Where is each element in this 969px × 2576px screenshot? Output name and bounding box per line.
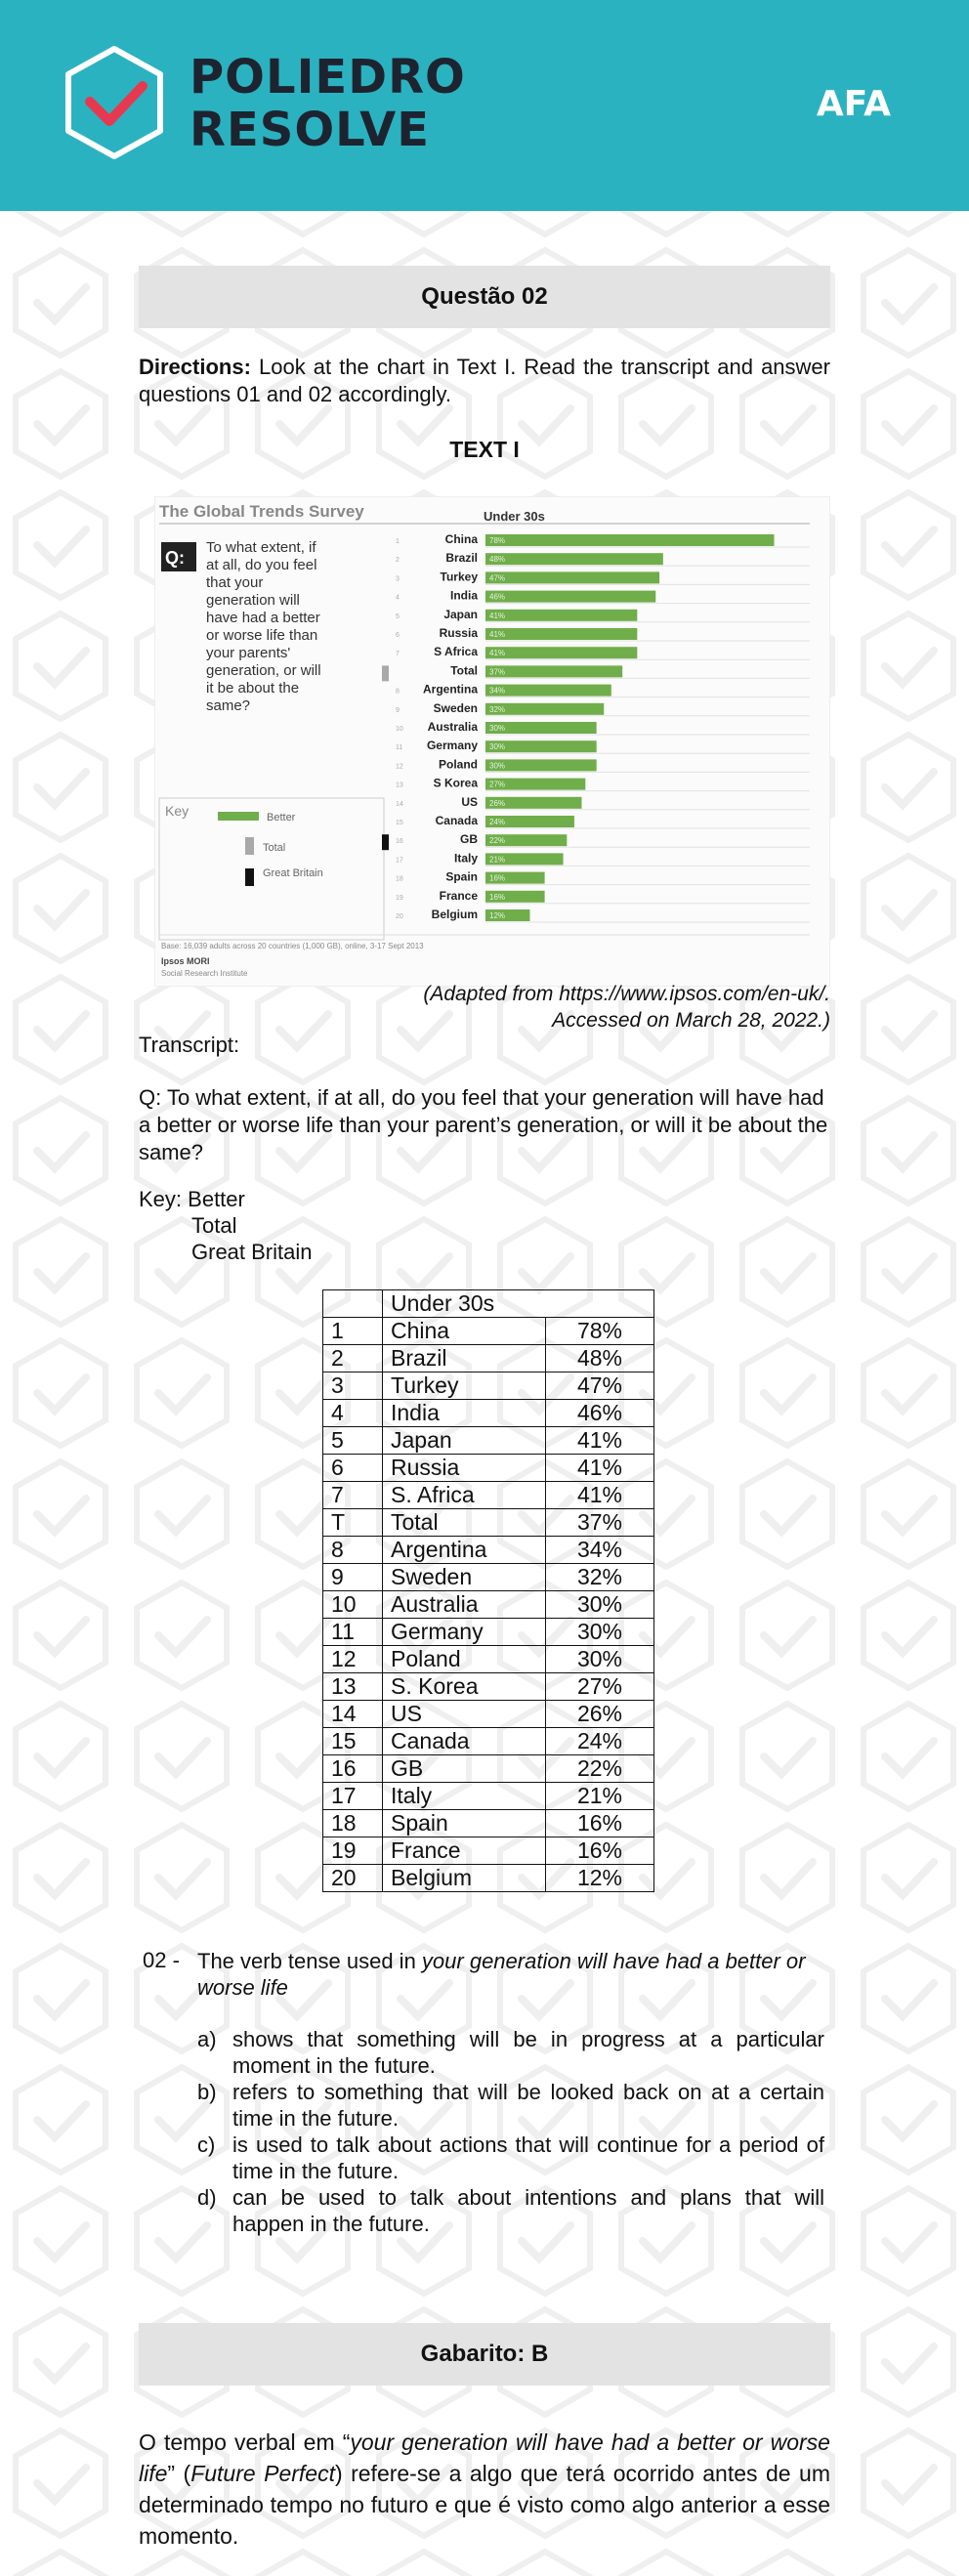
brand-logo-text (190, 51, 466, 156)
chart-figure (154, 496, 830, 987)
table-row (323, 1810, 654, 1837)
table-cell-rank: 8 (323, 1537, 383, 1564)
table-cell-percent: 47% (546, 1372, 654, 1400)
brand-line-2: RESOLVE (190, 103, 431, 157)
chart-bar-value-label: 30% (489, 761, 506, 771)
table-cell-percent: 48% (546, 1345, 654, 1372)
table-cell-rank: 6 (323, 1455, 383, 1482)
table-cell-country: S. Korea (383, 1673, 546, 1701)
chart-question-line: have had a better (206, 610, 320, 626)
table-cell-percent: 34% (546, 1537, 654, 1564)
chart-rank-label: 9 (396, 706, 400, 714)
table-cell-country: China (383, 1318, 546, 1345)
table-cell-percent: 37% (546, 1509, 654, 1537)
table-row (323, 1728, 654, 1755)
data-table (322, 1289, 654, 1892)
table-cell-rank: 19 (323, 1837, 383, 1865)
table-cell-country: Sweden (383, 1564, 546, 1591)
chart-key-title: Key (165, 803, 190, 819)
table-cell-percent: 30% (546, 1619, 654, 1646)
directions-paragraph (139, 354, 830, 408)
source-citation (139, 981, 830, 1034)
question-stem (197, 1948, 828, 2001)
brand-line-1: POLIEDRO (190, 50, 466, 105)
table-cell-percent: 27% (546, 1673, 654, 1701)
chart-category-label: Turkey (440, 570, 478, 584)
chart-category-label: Poland (438, 757, 478, 772)
chart-rank-label: 12 (396, 763, 403, 771)
chart-gb-marker (382, 834, 389, 850)
table-cell-country: France (383, 1837, 546, 1865)
table-row (323, 1345, 654, 1372)
table-cell-percent: 26% (546, 1701, 654, 1728)
key-item-gb: Great Britain (191, 1240, 313, 1264)
key-label: Key: (139, 1187, 183, 1211)
table-row (323, 1837, 654, 1865)
chart-title: The Global Trends Survey (159, 502, 364, 521)
table-row (323, 1482, 654, 1509)
chart-bar-value-label: 27% (489, 780, 506, 789)
table-cell-rank: 20 (323, 1865, 383, 1892)
chart-footer-sub: Social Research Institute (161, 969, 248, 978)
table-header-under30s: Under 30s (383, 1290, 654, 1318)
table-cell-percent: 21% (546, 1783, 654, 1810)
chart-category-label: China (444, 532, 478, 546)
chart-category-label: Canada (435, 814, 478, 827)
key-section (139, 1186, 313, 1265)
table-cell-country: Belgium (383, 1865, 546, 1892)
transcript-label: Transcript: (139, 1033, 240, 1057)
table-cell-rank: T (323, 1509, 383, 1537)
chart-category-label: Australia (427, 720, 478, 734)
option-text: is used to talk about actions that will continue for a period of time in the future. (232, 2133, 824, 2183)
explanation-part-3: ) refere-se a algo que terá ocorrido antes de um determinado tempo no futuro e que é visto como algo anterior a esse momento. (139, 2461, 830, 2549)
chart-rank-label: 11 (396, 744, 403, 752)
table-row (323, 1865, 654, 1892)
table-cell-percent: 41% (546, 1482, 654, 1509)
table-row (323, 1400, 654, 1427)
option-text: refers to something that will be looked back on at a certain time in the future. (232, 2080, 824, 2131)
chart-rank-label: 3 (396, 575, 400, 583)
chart-bar-value-label: 24% (489, 818, 506, 826)
table-cell-country: Total (383, 1509, 546, 1537)
chart-bar-value-label: 21% (489, 855, 506, 865)
header-banner (0, 0, 969, 211)
chart-bar-value-label: 46% (489, 592, 506, 602)
chart-category-label: Argentina (422, 682, 478, 697)
chart-bar-value-label: 34% (489, 686, 506, 696)
table-cell-percent: 32% (546, 1564, 654, 1591)
table-row (323, 1591, 654, 1619)
table-cell-country: Russia (383, 1455, 546, 1482)
chart-bar-value-label: 26% (489, 798, 506, 808)
table-header-blank (323, 1290, 383, 1318)
chart-series-header: Under 30s (484, 509, 545, 524)
chart-bar-value-label: 41% (489, 611, 506, 620)
chart-rank-label: 10 (396, 726, 403, 733)
table-row (323, 1372, 654, 1400)
table-row (323, 1673, 654, 1701)
chart-rank-label: 6 (396, 632, 400, 639)
chart-bar-value-label: 12% (489, 911, 506, 920)
explanation-paragraph (139, 2427, 830, 2552)
chart-bar-value-label: 30% (489, 724, 506, 733)
chart-question-line: that your (206, 574, 264, 591)
chart-rank-label: 4 (396, 594, 400, 602)
table-cell-rank: 16 (323, 1755, 383, 1783)
chart-question-line: or worse life than (206, 627, 318, 644)
table-row (323, 1701, 654, 1728)
table-cell-percent: 30% (546, 1646, 654, 1673)
table-cell-rank: 7 (323, 1482, 383, 1509)
table-cell-percent: 30% (546, 1591, 654, 1619)
option-letter: d) (197, 2185, 217, 2210)
table-row (323, 1509, 654, 1537)
chart-key-gb-swatch (245, 868, 254, 886)
table-cell-rank: 1 (323, 1318, 383, 1345)
table-cell-rank: 2 (323, 1345, 383, 1372)
chart-rank-label: 17 (396, 857, 403, 865)
key-item-total: Total (191, 1213, 237, 1238)
transcript-question: Q: To what extent, if at all, do you feel that your generation will have had a better or worse life than your parent’s generation, or will it be about the same? (139, 1085, 828, 1164)
chart-key-total-swatch (245, 837, 254, 855)
chart-question-line: it be about the (206, 680, 300, 697)
table-row (323, 1755, 654, 1783)
source-line-2: Accessed on March 28, 2022.) (552, 1009, 830, 1032)
answer-title-bar: Gabarito: B (139, 2323, 830, 2386)
table-cell-percent: 12% (546, 1865, 654, 1892)
exam-badge: AFA (816, 84, 891, 124)
chart-category-label: Japan (443, 607, 478, 621)
option-text: can be used to talk about intentions and plans that will happen in the future. (232, 2185, 824, 2236)
question-stem-prefix: The verb tense used in (197, 1949, 422, 1973)
table-cell-country: Japan (383, 1427, 546, 1455)
table-cell-rank: 3 (323, 1372, 383, 1400)
chart-question-line: generation will (206, 592, 300, 609)
chart-rank-label: 16 (396, 838, 403, 846)
table-cell-rank: 11 (323, 1619, 383, 1646)
table-cell-rank: 14 (323, 1701, 383, 1728)
chart-bar-value-label: 37% (489, 667, 506, 677)
chart-bar-value-label: 47% (489, 573, 506, 583)
chart-key-gb-label: Great Britain (263, 867, 323, 879)
table-cell-country: Argentina (383, 1537, 546, 1564)
chart-question-line: To what extent, if (206, 539, 316, 556)
chart-bar (485, 534, 774, 546)
explanation-part-2: ” ( (167, 2461, 191, 2486)
chart-category-label: Italy (453, 851, 478, 866)
table-header-row (323, 1290, 654, 1318)
chart-rank-label: 19 (396, 894, 403, 902)
chart-bar (485, 571, 659, 583)
table-row (323, 1564, 654, 1591)
chart-footer-org: Ipsos MORI (161, 956, 210, 966)
chart-rank-label: 18 (396, 875, 403, 883)
table-cell-country: Spain (383, 1810, 546, 1837)
explanation-italic-1: your generation will have had a better or worse life (139, 2429, 830, 2486)
table-cell-country: Australia (383, 1591, 546, 1619)
chart-bar (485, 591, 655, 603)
chart-category-label: Germany (426, 739, 478, 753)
question-title-bar: Questão 02 (139, 266, 830, 328)
chart-rank-label: 13 (396, 781, 403, 789)
chart-bar-value-label: 48% (489, 555, 506, 565)
table-cell-country: US (383, 1701, 546, 1728)
table-cell-rank: 4 (323, 1400, 383, 1427)
table-cell-rank: 9 (323, 1564, 383, 1591)
explanation-part-1: O tempo verbal em “ (139, 2429, 351, 2455)
chart-rank-label: 7 (396, 651, 400, 658)
table-cell-percent: 22% (546, 1755, 654, 1783)
chart-bar (485, 647, 637, 658)
chart-rank-label: 2 (396, 557, 400, 565)
table-cell-rank: 15 (323, 1728, 383, 1755)
chart-category-label: Russia (439, 626, 478, 640)
source-line-1: (Adapted from https://www.ipsos.com/en-uk/. (423, 983, 830, 1005)
table-cell-country: India (383, 1400, 546, 1427)
chart-bar (485, 665, 622, 677)
table-cell-country: Poland (383, 1646, 546, 1673)
chart-svg (155, 497, 829, 986)
chart-category-label: GB (460, 832, 478, 847)
chart-category-label: Spain (445, 869, 478, 884)
chart-question-line: same? (206, 697, 251, 714)
chart-category-label: Total (450, 663, 478, 678)
chart-category-label: S Korea (433, 776, 478, 790)
table-cell-rank: 18 (323, 1810, 383, 1837)
table-cell-country: Italy (383, 1783, 546, 1810)
chart-bar-value-label: 22% (489, 836, 506, 846)
table-cell-country: Canada (383, 1728, 546, 1755)
chart-category-label: Sweden (433, 700, 478, 715)
table-cell-percent: 16% (546, 1810, 654, 1837)
question-number: 02 - (143, 1948, 180, 1972)
table-cell-percent: 41% (546, 1427, 654, 1455)
chart-rank-label: 5 (396, 612, 400, 620)
chart-key-better-swatch (218, 812, 259, 821)
table-cell-rank: 13 (323, 1673, 383, 1701)
chart-bar-value-label: 78% (489, 536, 506, 545)
key-item-better: Better (188, 1187, 245, 1211)
chart-rank-label: 14 (396, 800, 403, 808)
option-letter: c) (197, 2133, 216, 2157)
table-cell-country: Germany (383, 1619, 546, 1646)
table-row (323, 1318, 654, 1345)
table-cell-country: S. Africa (383, 1482, 546, 1509)
table-cell-percent: 46% (546, 1400, 654, 1427)
directions-label: Directions: (139, 355, 251, 379)
chart-bar (485, 628, 637, 640)
table-cell-rank: 5 (323, 1427, 383, 1455)
chart-q-label: Q: (165, 548, 185, 568)
chart-bar-value-label: 16% (489, 873, 506, 883)
table-row (323, 1455, 654, 1482)
chart-category-label: India (449, 588, 478, 603)
chart-bar-value-label: 30% (489, 742, 506, 752)
chart-total-marker (382, 665, 389, 681)
option-letter: b) (197, 2080, 217, 2104)
chart-bar-value-label: 16% (489, 892, 506, 902)
table-cell-percent: 24% (546, 1728, 654, 1755)
chart-key-better-label: Better (267, 812, 296, 823)
table-cell-rank: 10 (323, 1591, 383, 1619)
question-stem-italic: your generation will have had a better or worse life (197, 1949, 806, 2000)
chart-key-total-label: Total (263, 842, 286, 854)
table-cell-country: Brazil (383, 1345, 546, 1372)
option-letter: a) (197, 2027, 217, 2051)
table-cell-rank: 17 (323, 1783, 383, 1810)
table-cell-rank: 12 (323, 1646, 383, 1673)
chart-base-note: Base: 16,039 adults across 20 countries (1,000 GB), online, 3-17 Sept 2013 (161, 942, 424, 950)
chart-category-label: S Africa (434, 645, 478, 659)
directions-text: Look at the chart in Text I. Read the transcript and answer questions 01 and 02 accordingly. (139, 355, 830, 406)
chart-bar-value-label: 41% (489, 630, 506, 639)
chart-rank-label: 1 (396, 538, 400, 545)
table-row (323, 1646, 654, 1673)
chart-category-label: Brazil (445, 551, 478, 566)
table-cell-percent: 16% (546, 1837, 654, 1865)
explanation-italic-2: Future Perfect (190, 2461, 335, 2486)
chart-rank-label: 20 (396, 913, 403, 920)
chart-bar (485, 553, 663, 565)
chart-bar-value-label: 41% (489, 649, 506, 658)
table-cell-country: Turkey (383, 1372, 546, 1400)
chart-rank-label: 8 (396, 688, 400, 696)
table-cell-percent: 78% (546, 1318, 654, 1345)
chart-category-label: Belgium (431, 908, 478, 921)
option-text: shows that something will be in progress at a particular moment in the future. (232, 2027, 824, 2078)
table-row (323, 1783, 654, 1810)
table-cell-country: GB (383, 1755, 546, 1783)
chart-bar-value-label: 32% (489, 704, 506, 714)
logo-check-icon (61, 45, 168, 160)
table-row (323, 1537, 654, 1564)
chart-category-label: France (439, 888, 478, 903)
chart-bar (485, 610, 637, 621)
table-row (323, 1619, 654, 1646)
chart-rank-label: 15 (396, 820, 403, 826)
table-row (323, 1427, 654, 1455)
chart-question-line: at all, do you feel (206, 557, 317, 573)
chart-question-line: your parents' (206, 645, 291, 661)
text-title: TEXT I (449, 437, 520, 462)
chart-question-line: generation, or will (206, 662, 321, 679)
table-cell-percent: 41% (546, 1455, 654, 1482)
chart-category-label: US (461, 794, 478, 809)
